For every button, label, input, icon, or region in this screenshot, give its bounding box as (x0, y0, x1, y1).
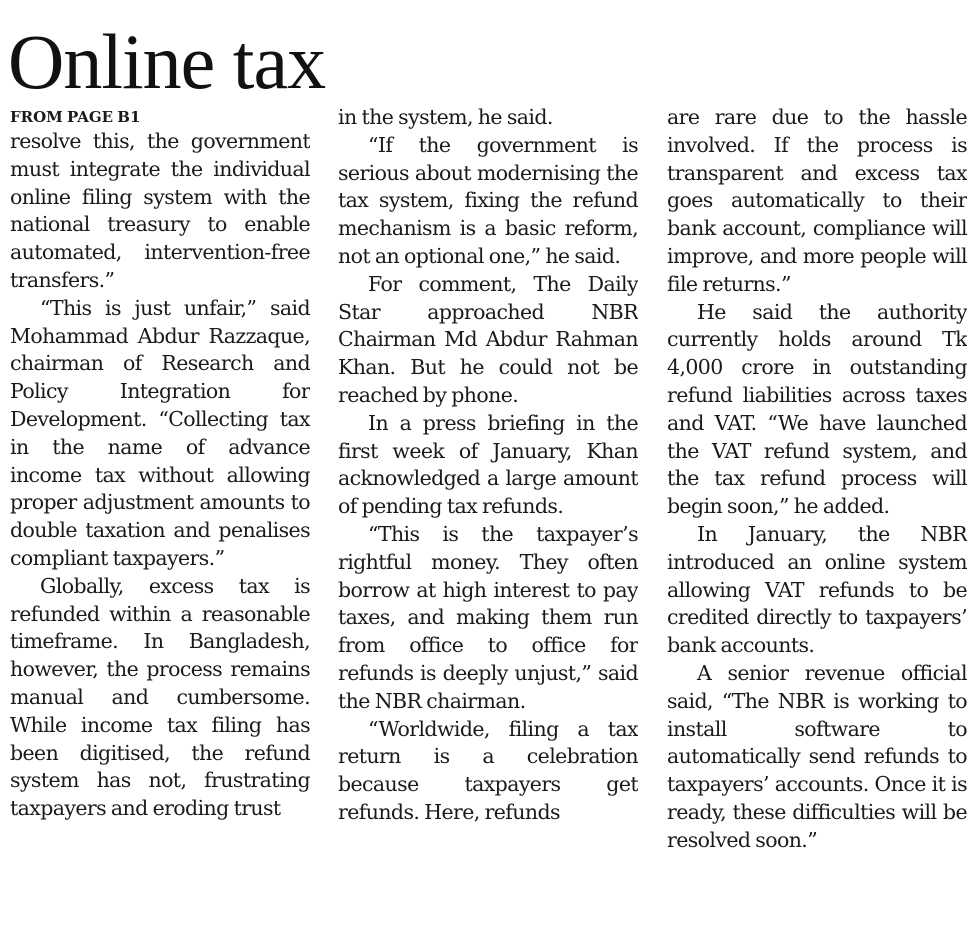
paragraph: In January, the NBR introduced an online system allowing VAT refunds to be credited directly to taxpayers’ bank accounts. (667, 521, 967, 658)
paragraph: in the system, he said. (338, 105, 553, 129)
paragraph: “This is the taxpayer’s rightful money. They often borrow at high interest to pay taxes, and making them run from office to office for refunds is deeply unjust,” said the NBR chairman. (338, 521, 638, 713)
paragraph: A senior revenue official said, “The NBR is working to install software to automatically send refunds to taxpayers’ accounts. Once it is ready, these difficulties will be resolved soon.” (667, 660, 967, 852)
paragraph: are rare due to the hassle involved. If the process is transparent and excess tax goes automatically to their bank account, compliance will improve, and more people will file returns.” (667, 105, 967, 296)
article-column-3 (667, 104, 967, 950)
paragraph: resolve this, the government must integrate the individual online filing system with the national treasury to enable automated, intervention-free transfers.” (10, 129, 310, 292)
headline: Online tax (8, 18, 326, 105)
paragraph: Globally, excess tax is refunded within a reasonable timeframe. In Bangladesh, however, the process remains manual and cumbersome. While income tax filing has been digitised, the refund system has not, frustrating taxpayers and eroding trust (10, 573, 310, 821)
article-column-2 (338, 104, 638, 950)
paragraph: In a press briefing in the first week of January, Khan acknowledged a large amount of pending tax refunds. (338, 410, 638, 519)
jump-label: FROM PAGE B1 (10, 108, 141, 126)
paragraph: “If the government is serious about modernising the tax system, fixing the refund mechanism is a basic reform, not an optional one,” he said. (338, 132, 638, 268)
paragraph: For comment, The Daily Star approached NBR Chairman Md Abdur Rahman Khan. But he could not be reached by phone. (338, 271, 638, 407)
article-column-1 (10, 104, 310, 950)
paragraph: “This is just unfair,” said Mohammad Abdur Razzaque, chairman of Research and Policy Integration for Development. “Collecting tax in the name of advance income tax without allowing proper adjustment amounts to double taxation and penalises compliant taxpayers.” (10, 295, 310, 570)
paragraph: He said the authority currently holds around Tk 4,000 crore in outstanding refund liabilities across taxes and VAT. “We have launched the VAT refund system, and the tax refund process will begin soon,” he added. (667, 299, 967, 519)
paragraph: “Worldwide, filing a tax return is a celebration because taxpayers get refunds. Here, refunds (338, 716, 638, 824)
